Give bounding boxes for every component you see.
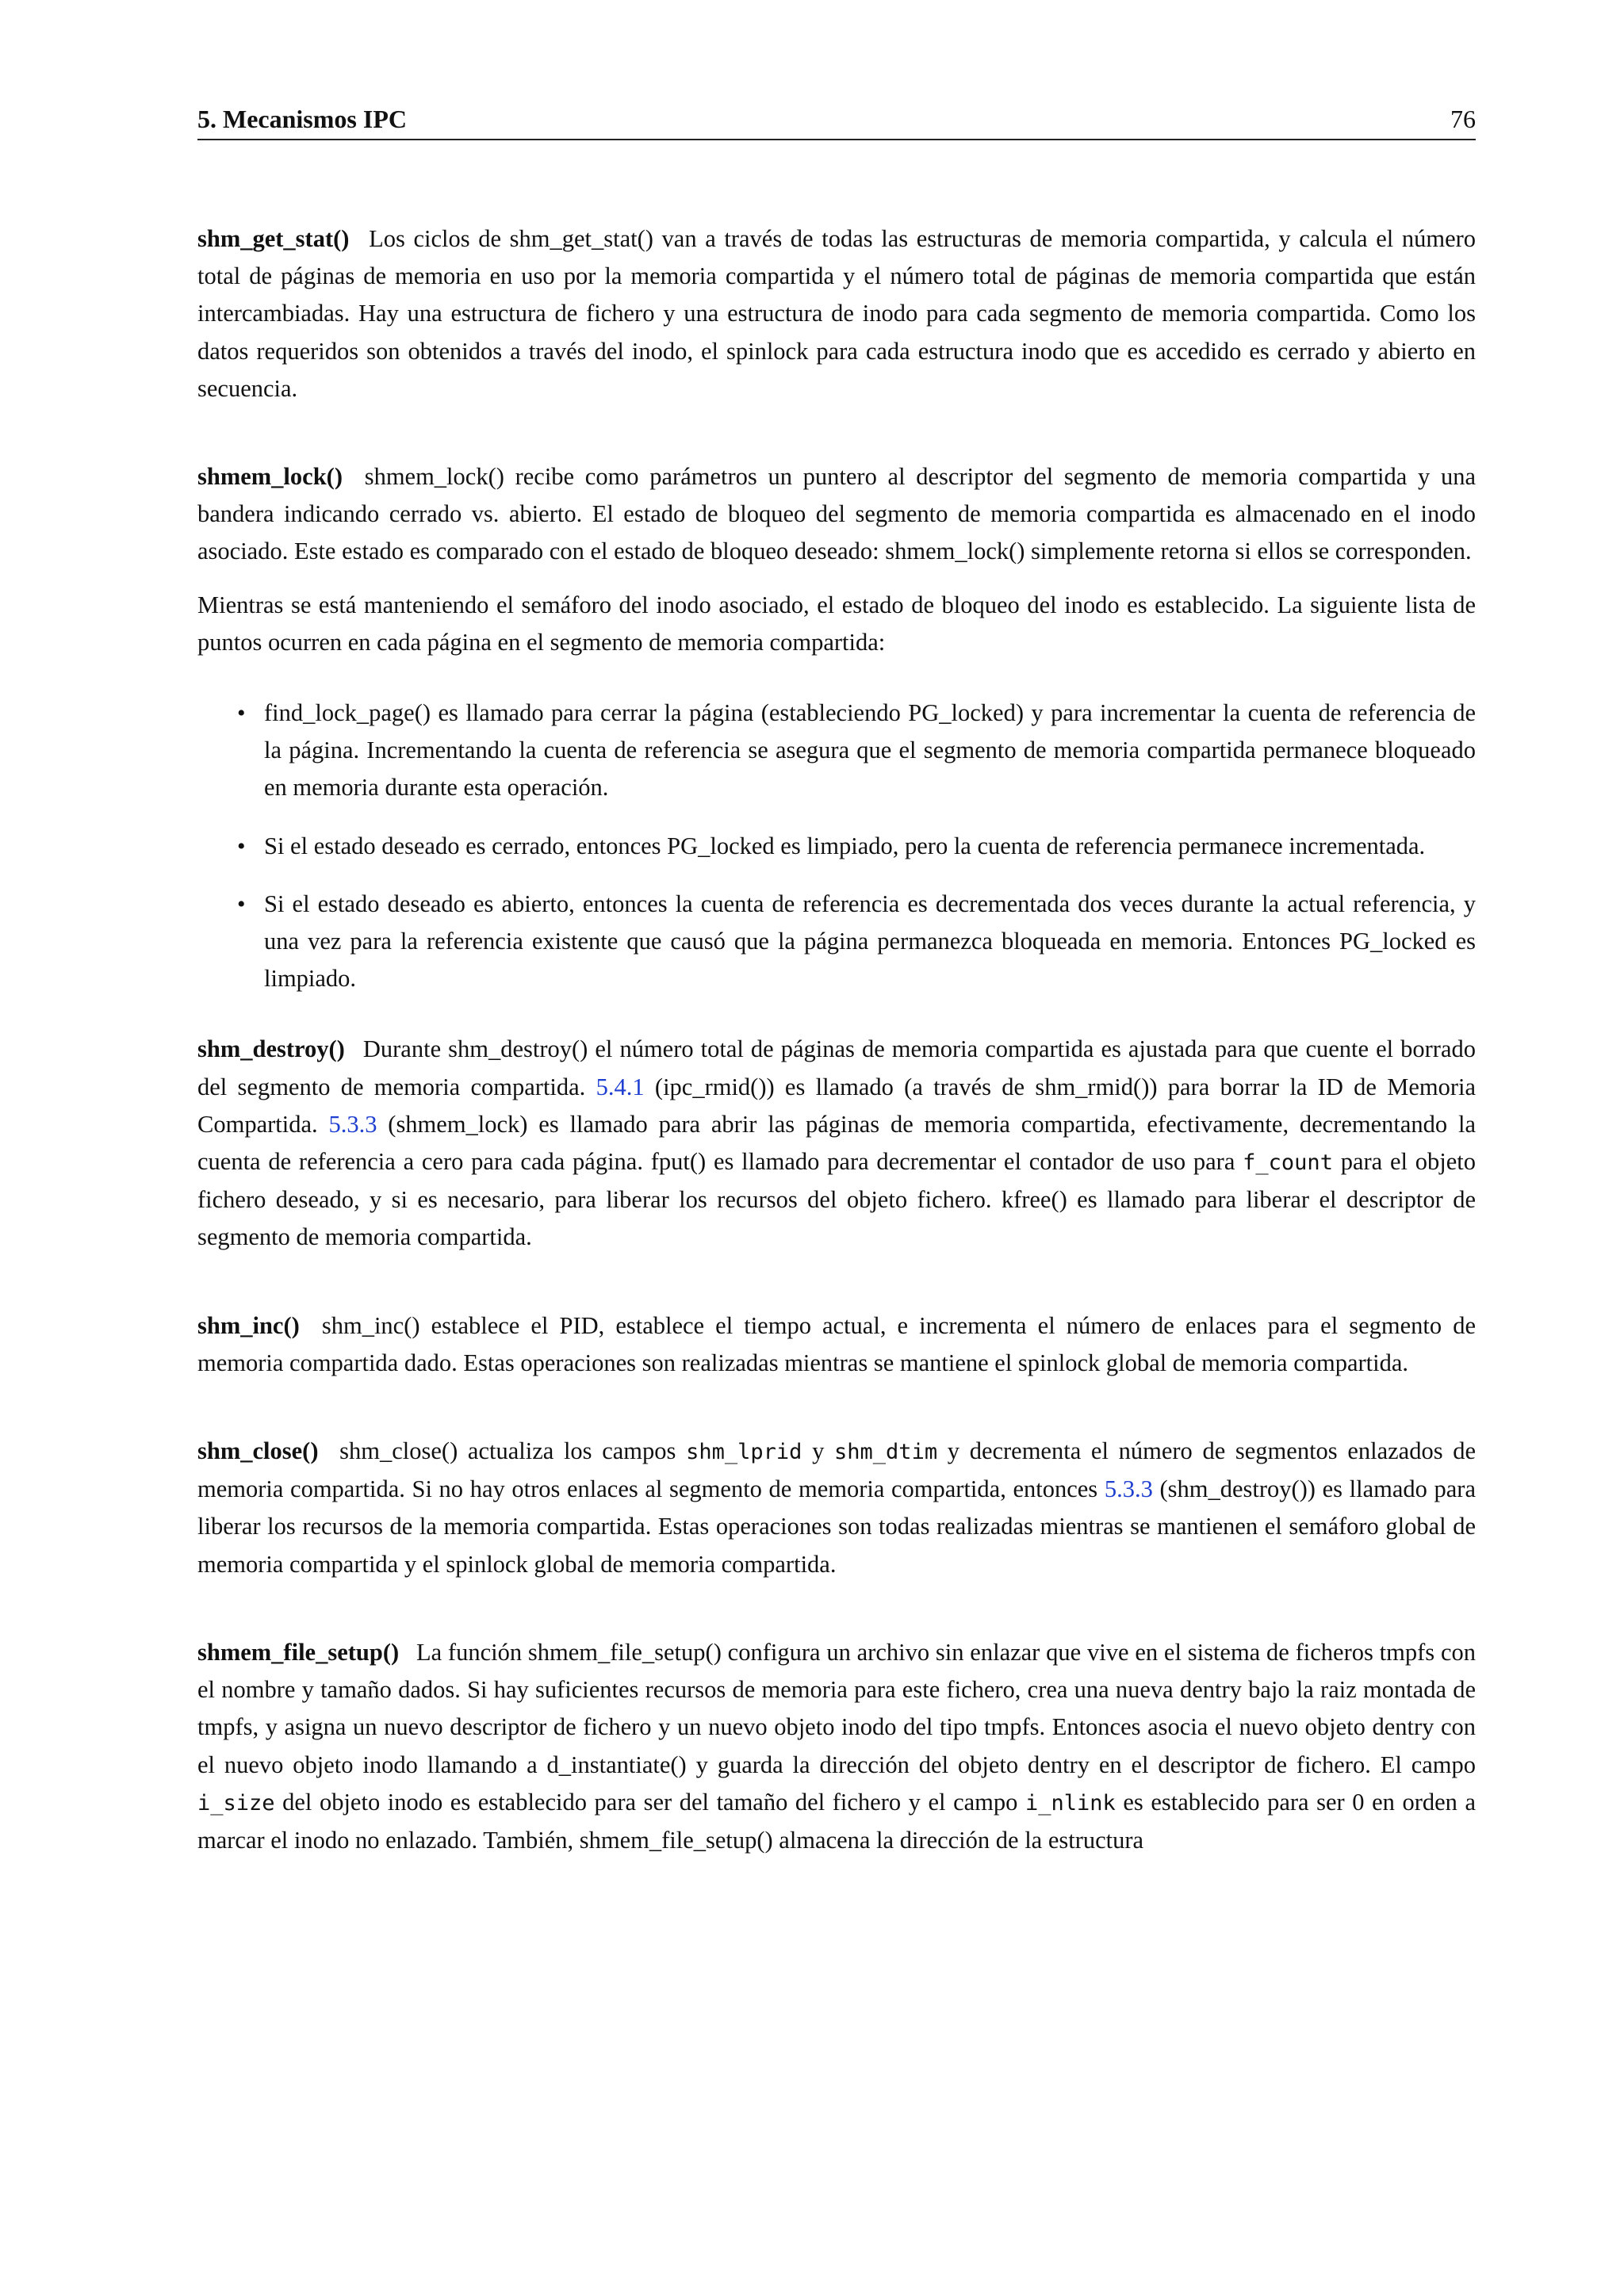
section-title: shm_inc(): [197, 1311, 300, 1339]
section-title: shmem_lock(): [197, 463, 343, 491]
paragraph-text: es establecido para ser 0 en orden a marcar el inodo no enlazado. También, shmem_file_setup() almacena la dirección de la estructura: [197, 1788, 1477, 1854]
code-identifier: i_nlink: [1025, 1790, 1116, 1816]
paragraph-text: (ipc_rmid()) es llamado (a través de shm_rmid()) para borrar la ID de Memoria Compartida.: [197, 1073, 1477, 1138]
paragraph-text: La función shmem_file_setup() configura un archivo sin enlazar que vive en el sistema de ficheros tmpfs con el nombre y tamaño dados. Si hay suficientes recursos de memoria para este fichero, crea una nueva dentry bajo la raiz montada de tmpfs, y asigna un nuevo descriptor de fichero y un nuevo objeto inodo del tipo tmpfs. Entonces asocia el nuevo objeto dentry con el nuevo objeto inodo llamando a d_instantiate() y guarda la dirección del objeto dentry en el descriptor de fichero. El campo: [197, 1638, 1476, 1778]
section-title: shm_destroy(): [197, 1035, 345, 1063]
paragraph-text: shm_close() actualiza los campos: [339, 1437, 676, 1465]
list-item: [197, 695, 1476, 807]
cross-reference-link[interactable]: 5.4.1: [596, 1073, 645, 1100]
paragraph-shmem-file-setup: [197, 1634, 1476, 1859]
bullet-icon: •: [237, 890, 246, 917]
paragraph-text: para el objeto fichero deseado, y si es necesario, para liberar los recursos del objeto fichero. kfree() es llamado para liberar el descriptor de segmento de memoria compartida.: [197, 1148, 1477, 1251]
cross-reference-link[interactable]: 5.3.3: [1104, 1475, 1153, 1503]
bullet-list: [197, 695, 1476, 997]
paragraph-text: Los ciclos de shm_get_stat() van a través de todas las estructuras de memoria compartida, y calcula el número total de páginas de memoria en uso por la memoria compartida y el número total de páginas de memoria compartida que están intercambiadas. Hay una estructura de fichero y una estructura de inodo para cada segmento de memoria compartida. Como los datos requeridos son obtenidos a través del inodo, el spinlock para cada estructura inodo que es accedido es cerrado y abierto en secuencia.: [197, 225, 1477, 402]
paragraph-shm-destroy: [197, 1031, 1476, 1256]
code-identifier: shm_dtim: [834, 1440, 938, 1465]
paragraph-shm-get-stat: [197, 220, 1476, 408]
list-item-text: Si el estado deseado es cerrado, entonces PG_locked es limpiado, pero la cuenta de referencia permanece incrementada.: [264, 832, 1426, 859]
paragraph-text: y decrementa el número de segmentos enlazados de memoria compartida. Si no hay otros enlaces al segmento de memoria compartida, entonces: [197, 1437, 1477, 1503]
code-identifier: f_count: [1243, 1150, 1333, 1176]
paragraph-text: shmem_lock() recibe como parámetros un puntero al descriptor del segmento de memoria compartida y una bandera indicando cerrado vs. abierto. El estado de bloqueo del segmento de memoria compartida es almacenado en el inodo asociado. Este estado es comparado con el estado de bloqueo deseado: shmem_lock() simplemente retorna si ellos se corresponden.: [197, 463, 1477, 565]
page-number: 76: [1450, 105, 1476, 133]
paragraph-text: (shmem_lock) es llamado para abrir las páginas de memoria compartida, efectivamente, decrementando la cuenta de referencia a cero para cada página. fput() es llamado para decrementar el contador de uso para: [197, 1110, 1477, 1176]
paragraph-shmem-lock: [197, 458, 1476, 571]
chapter-title: 5. Mecanismos IPC: [197, 105, 407, 133]
paragraph-text: del objeto inodo es establecido para ser del tamaño del fichero y el campo: [282, 1788, 1018, 1816]
section-title: shm_close(): [197, 1437, 319, 1465]
paragraph-shmem-lock-continuation: Mientras se está manteniendo el semáforo del inodo asociado, el estado de bloqueo del inodo es establecido. La siguiente lista de puntos ocurren en cada página en el segmento de memoria compartida:: [197, 591, 1476, 656]
body-text: [197, 220, 1476, 1859]
paragraph-shm-close: [197, 1433, 1476, 1583]
bullet-icon: •: [237, 700, 246, 727]
bullet-icon: •: [237, 832, 246, 859]
cross-reference-link[interactable]: 5.3.3: [328, 1110, 377, 1138]
list-item: [197, 828, 1476, 865]
paragraph-text: shm_inc() establece el PID, establece el tiempo actual, e incrementa el número de enlaces para el segmento de memoria compartida dado. Estas operaciones son realizadas mientras se mantiene el spinlock global de memoria compartida.: [197, 1311, 1477, 1376]
paragraph-shm-inc: [197, 1307, 1476, 1382]
paragraph-text: (shm_destroy()) es llamado para liberar los recursos de la memoria compartida. Estas operaciones son todas realizadas mientras se mantienen el semáforo global de memoria compartida y el spinlock global de memoria compartida.: [197, 1475, 1476, 1578]
list-item: [197, 886, 1476, 998]
section-title: shmem_file_setup(): [197, 1638, 400, 1666]
code-identifier: shm_lprid: [686, 1440, 802, 1465]
section-title: shm_get_stat(): [197, 225, 350, 252]
list-item-text: Si el estado deseado es abierto, entonces la cuenta de referencia es decrementada dos veces durante la actual referencia, y una vez para la referencia existente que causó que la página permanezca bloqueada en memoria. Entonces PG_locked es limpiado.: [264, 890, 1476, 993]
running-header: [197, 105, 1476, 140]
list-item-text: find_lock_page() es llamado para cerrar la página (estableciendo PG_locked) y para incrementar la cuenta de referencia de la página. Incrementando la cuenta de referencia se asegura que el segmento de memoria compartida permanece bloqueado en memoria durante esta operación.: [264, 699, 1476, 802]
paragraph-text: Durante shm_destroy() el número total de páginas de memoria compartida es ajustada para que cuente el borrado del segmento de memoria compartida.: [197, 1035, 1477, 1100]
code-identifier: i_size: [197, 1790, 275, 1816]
paragraph-text: y: [812, 1437, 825, 1465]
